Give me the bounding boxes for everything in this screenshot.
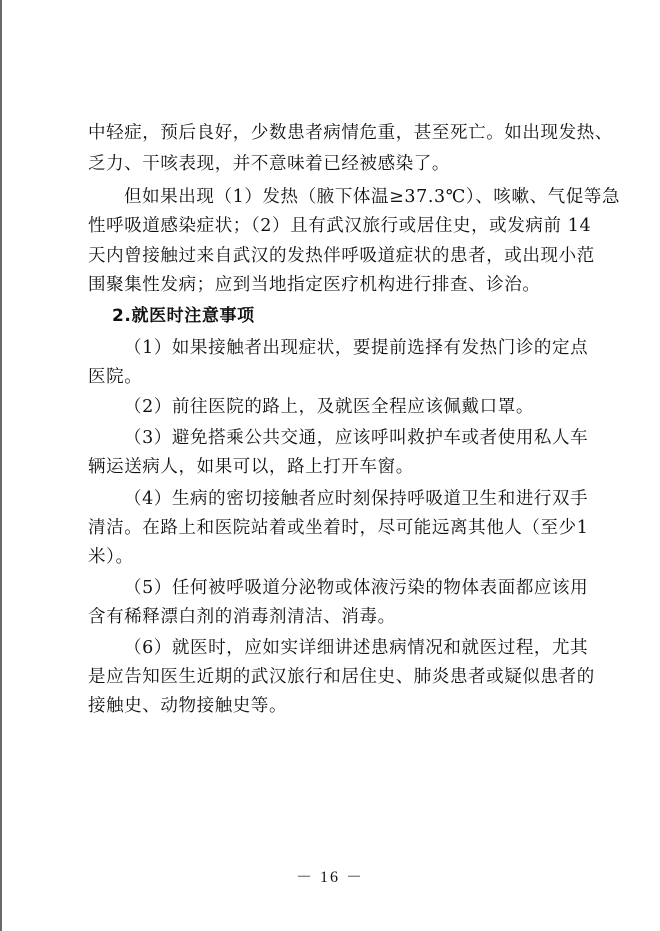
- paragraph-line: 围聚集性发病；应到当地指定医疗机构进行排查、诊治。: [88, 275, 541, 295]
- list-item-line: 清洁。在路上和医院站着或坐着时，尽可能远离其他人（至少1: [88, 518, 589, 538]
- page-number: － 16 －: [295, 869, 364, 886]
- list-item-line: （3）避免搭乘公共交通，应该呼叫救护车或者使用私人车: [124, 428, 589, 448]
- list-item-line: 米）。: [88, 547, 134, 567]
- paragraph-line: 天内曾接触过来自武汉的发热伴呼吸道症状的患者，或出现小范: [88, 246, 595, 266]
- list-item-line: 是应告知医生近期的武汉旅行和居住史、肺炎患者或疑似患者的: [88, 667, 595, 687]
- list-item-line: 接触史、动物接触史等。: [88, 696, 288, 716]
- list-item-line: （2）前往医院的路上，及就医全程应该佩戴口罩。: [124, 397, 534, 417]
- list-item-line: （1）如果接触者出现症状，要提前选择有发热门诊的定点: [124, 338, 589, 358]
- paragraph-line: 性呼吸道感染症状；（2）且有武汉旅行或居住史，或发病前 14: [88, 216, 592, 236]
- list-item-line: 辆运送病人，如果可以，路上打开车窗。: [88, 457, 414, 477]
- section-heading: 2.就医时注意事项: [112, 306, 255, 326]
- list-item-line: （6）就医时，应如实详细讲述患病情况和就医过程，尤其: [124, 638, 589, 658]
- paragraph-line: 但如果出现（1）发热（腋下体温≥37.3℃）、咳嗽、气促等急: [124, 187, 621, 207]
- list-item-line: （4）生病的密切接触者应时刻保持呼吸道卫生和进行双手: [124, 489, 589, 509]
- list-item-line: （5）任何被呼吸道分泌物或体液污染的物体表面都应该用: [124, 578, 589, 598]
- paragraph-line: 中轻症，预后良好，少数患者病情危重，甚至死亡。如出现发热、: [88, 123, 613, 143]
- list-item-line: 含有稀释漂白剂的消毒剂清洁、消毒。: [88, 607, 396, 627]
- paragraph-line: 乏力、干咳表现，并不意味着已经被感染了。: [88, 154, 450, 174]
- list-item-line: 医院。: [88, 367, 143, 387]
